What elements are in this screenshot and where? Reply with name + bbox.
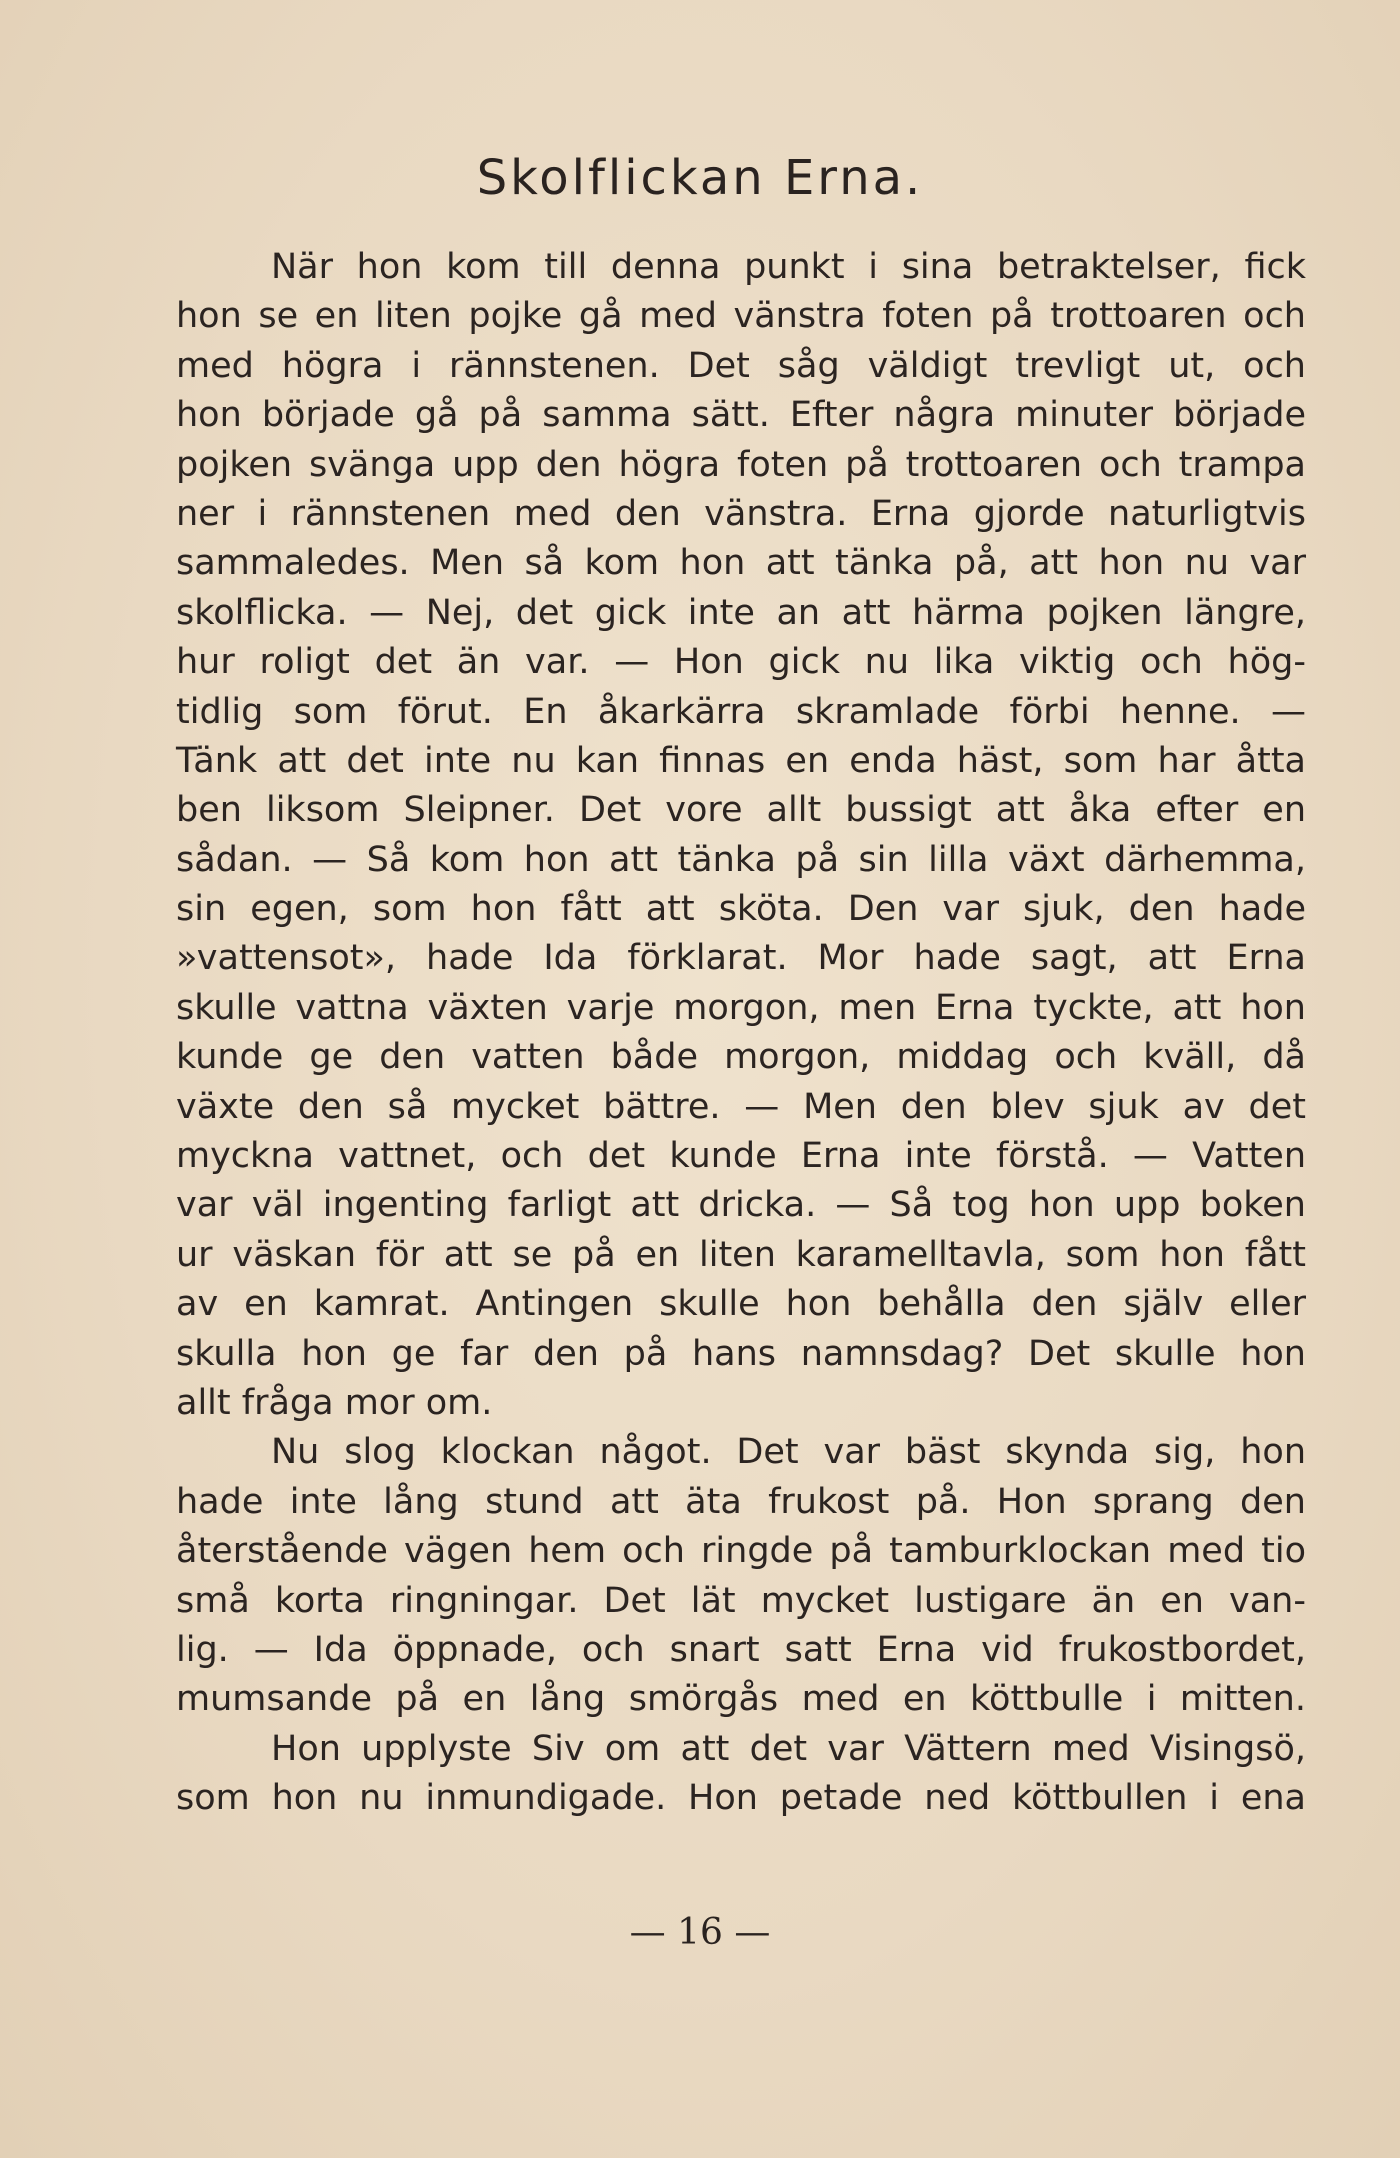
text-line: små korta ringningar. Det lät mycket lustigare än en van- (176, 1580, 1306, 1621)
text-line: ben liksom Sleipner. Det vore allt bussigt att åka efter en (176, 790, 1306, 831)
text-line: hon se en liten pojke gå med vänstra foten på trottoaren och (176, 296, 1306, 337)
text-line: skulla hon ge far den på hans namnsdag? Det skulle hon (176, 1333, 1306, 1374)
text-line: »vattensot», hade Ida förklarat. Mor hade sagt, att Erna (176, 938, 1306, 979)
text-line: pojken svänga upp den högra foten på trottoaren och trampa (176, 444, 1306, 485)
text-line: skulle vattna växten varje morgon, men Erna tyckte, att hon (176, 987, 1306, 1028)
text-line: myckna vattnet, och det kunde Erna inte förstå. — Vatten (176, 1136, 1306, 1177)
text-line: mumsande på en lång smörgås med en köttbulle i mitten. (176, 1679, 1306, 1720)
text-line: hon började gå på samma sätt. Efter några minuter började (176, 395, 1306, 436)
text-line: skolflicka. — Nej, det gick inte an att härma pojken längre, (176, 592, 1306, 633)
text-line: sammaledes. Men så kom hon att tänka på, att hon nu var (176, 543, 1306, 584)
body-text (176, 243, 1306, 1824)
text-line: allt fråga mor om. (176, 1382, 493, 1423)
text-line: Tänk att det inte nu kan finnas en enda häst, som har åtta (176, 740, 1306, 781)
text-line: Hon upplyste Siv om att det var Vättern med Visingsö, (271, 1728, 1306, 1769)
text-line: kunde ge den vatten både morgon, middag och kväll, då (176, 1037, 1306, 1078)
text-line: som hon nu inmundigade. Hon petade ned köttbullen i ena (176, 1778, 1306, 1819)
text-line: hade inte lång stund att äta frukost på. Hon sprang den (176, 1481, 1306, 1522)
paragraph-3 (176, 1725, 1306, 1824)
text-line: av en kamrat. Antingen skulle hon behålla den själv eller (176, 1284, 1306, 1325)
text-line: sådan. — Så kom hon att tänka på sin lilla växt därhemma, (176, 839, 1306, 880)
paragraph-2 (176, 1428, 1306, 1724)
text-line: ur väskan för att se på en liten karamelltavla, som hon fått (176, 1234, 1306, 1275)
text-line: ner i rännstenen med den vänstra. Erna gjorde naturligtvis (176, 493, 1306, 534)
text-line: Nu slog klockan något. Det var bäst skynda sig, hon (271, 1432, 1306, 1473)
text-line: hur roligt det än var. — Hon gick nu lika viktig och hög- (176, 642, 1306, 683)
text-line: med högra i rännstenen. Det såg väldigt trevligt ut, och (176, 345, 1306, 386)
text-line: tidlig som förut. En åkarkärra skramlade förbi henne. — (176, 691, 1306, 732)
text-line: sin egen, som hon fått att sköta. Den var sjuk, den hade (176, 889, 1306, 930)
paragraph-1 (176, 243, 1306, 1428)
text-line: växte den så mycket bättre. — Men den blev sjuk av det (176, 1086, 1306, 1127)
text-line: återstående vägen hem och ringde på tamburklockan med tio (176, 1531, 1306, 1572)
running-head-title: Skolflickan Erna. (476, 150, 924, 206)
page-number: — 16 — (629, 1912, 771, 1953)
text-line: När hon kom till denna punkt i sina betraktelser, fick (271, 247, 1306, 287)
text-line: var väl ingenting farligt att dricka. — Så tog hon upp boken (176, 1185, 1306, 1226)
text-line: lig. — Ida öppnade, och snart satt Erna vid frukostbordet, (176, 1629, 1306, 1670)
